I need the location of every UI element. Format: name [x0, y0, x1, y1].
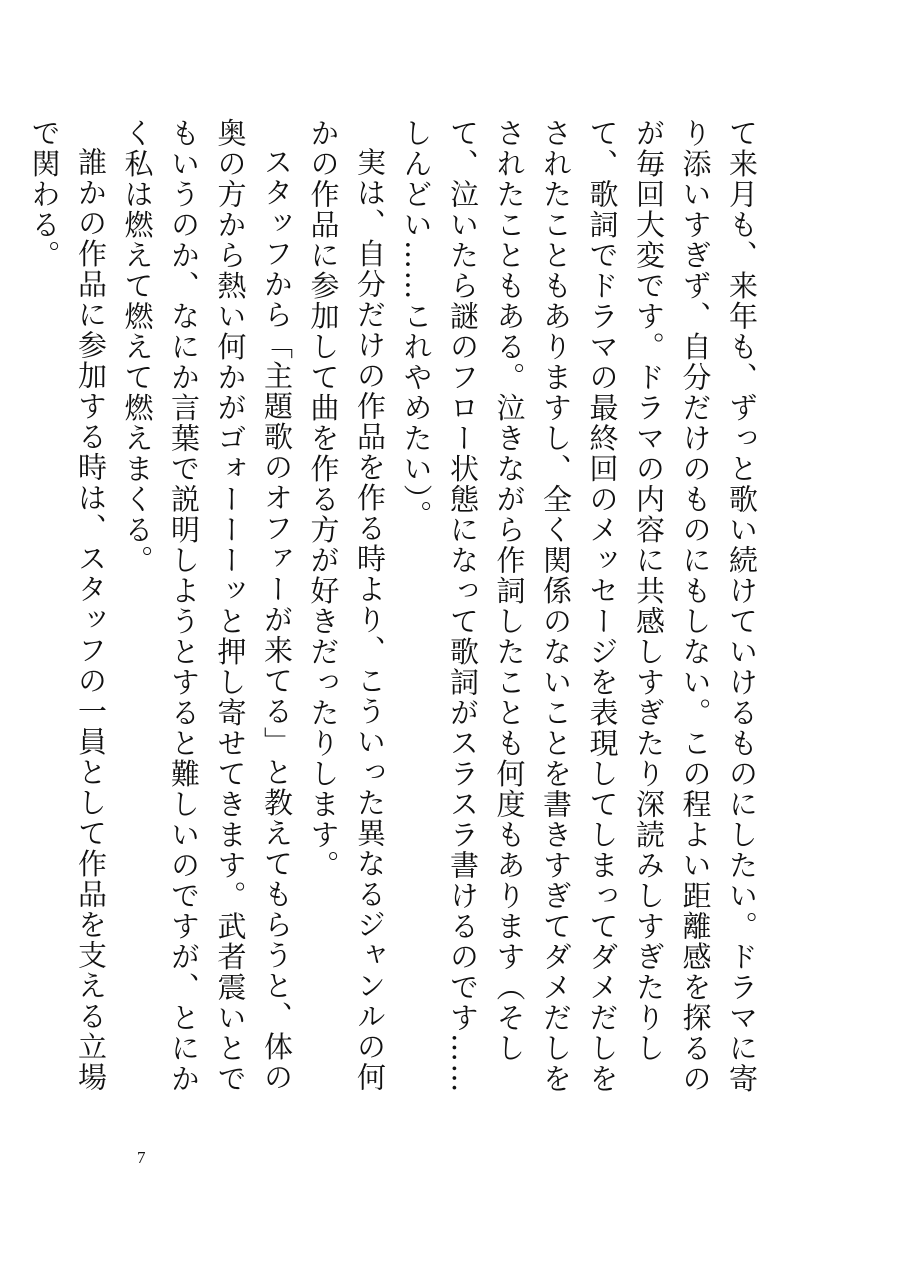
paragraph-4: 誰かの作品に参加する時は、スタッフの一員として作品を支える立場で関わる。	[27, 118, 108, 1093]
vertical-text-body	[27, 118, 765, 1118]
paragraph-3: スタッフから「主題歌のオファーが来てる」と教えてもらうと、体の奥の方から熱い何かがゴォーーーッと押し寄せてきます。武者震いとでもいうのか、なにか言葉で説明しようとすると難しいのですが、とにかく私は燃えて燃えて燃えまくる。	[120, 118, 294, 1094]
paragraph-2: 実は、自分だけの作品を作る時より、こういった異なるジャンルの何かの作品に参加して曲を作る方が好きだったりします。	[306, 118, 387, 1093]
page-number: 7	[137, 1148, 146, 1167]
paragraph-1: て来月も、来年も、ずっと歌い続けていけるものにしたい。ドラマに寄り添いすぎず、自分だけのものにもしない。この程よい距離感を探るのが毎回大変です。ドラマの内容に共感しすぎたり深読みしすぎたりして、歌詞でドラマの最終回のメッセージを表現してしまってダメだしをされたこともありますし、全く関係のないことを書きすぎてダメだしをされたこともある。泣きながら作詞したことも何度もあります（そして、泣いたら謎のフロー状態になって歌詞がスラスラ書けるのです……しんどい……これやめたい）。	[399, 118, 759, 1094]
